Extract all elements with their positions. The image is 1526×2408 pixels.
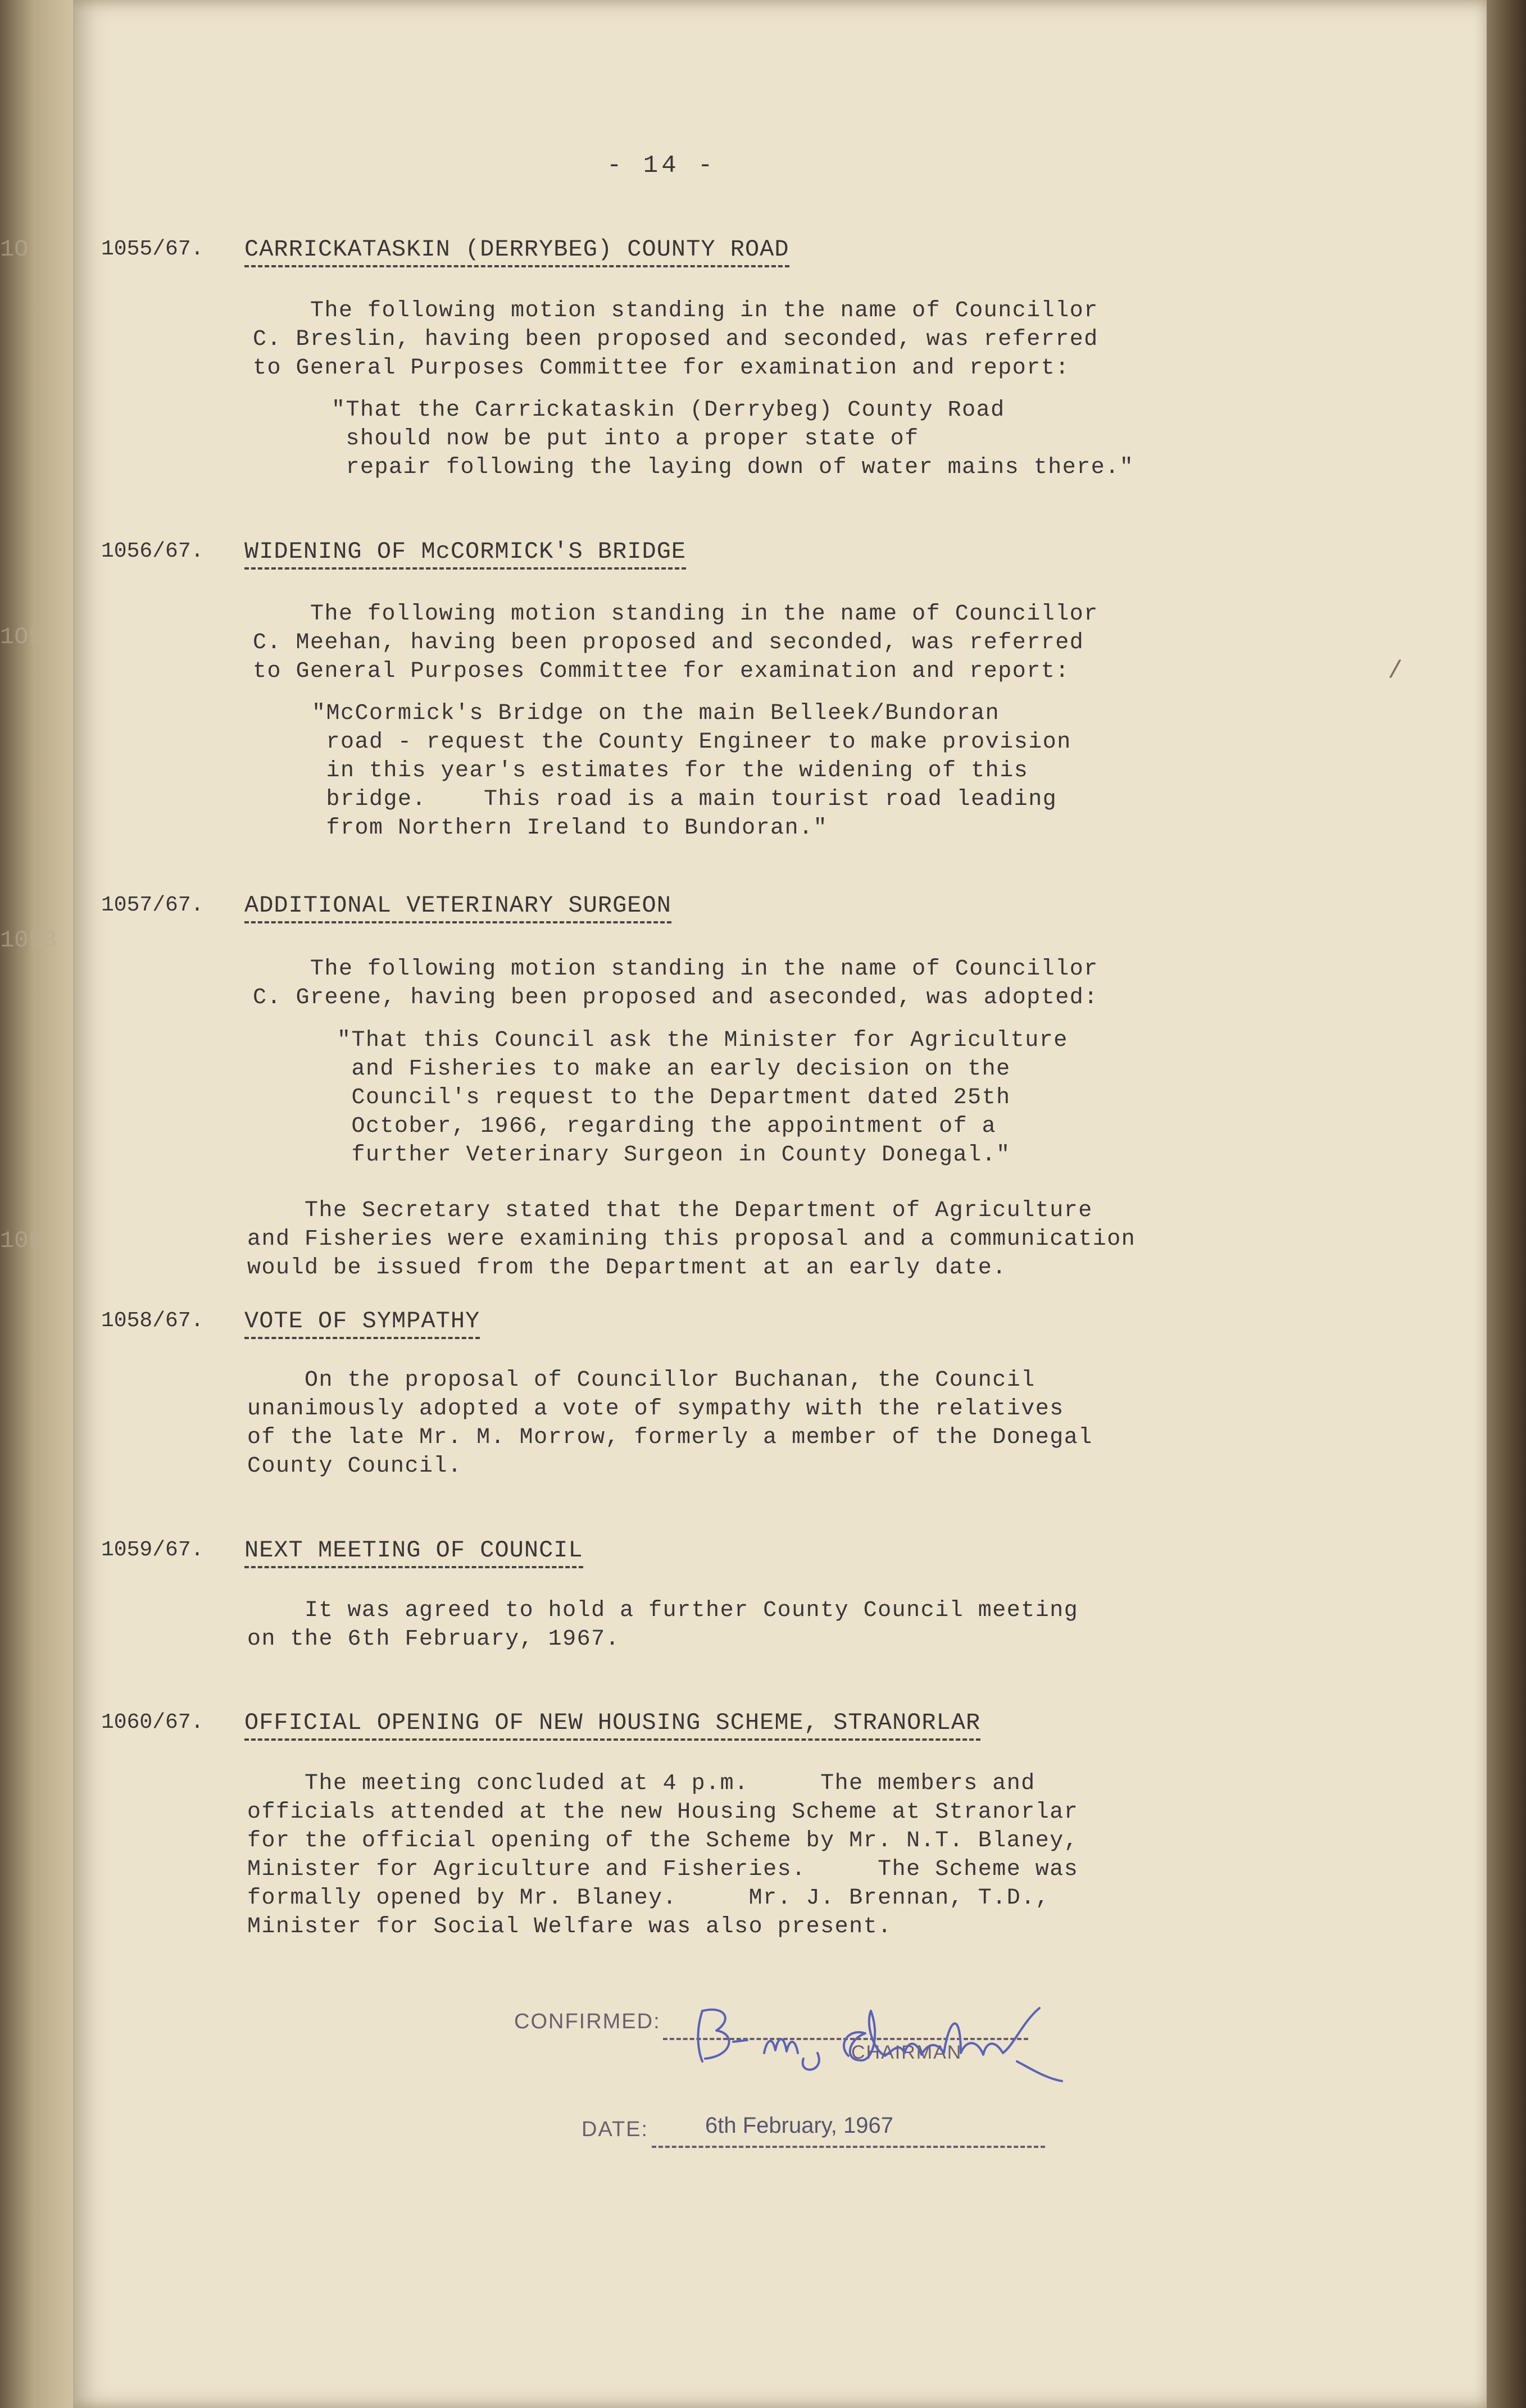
minute-title: VOTE OF SYMPATHY [244, 1308, 480, 1339]
minute-quote: "That this Council ask the Minister for Agriculture and Fisheries to make an early decision on the Council's request to the Department dated 25th October, 1966, regarding the appointment of a further Veterinary Surgeon in County Donegal." [337, 1028, 1068, 1168]
minute-paragraph: The following motion standing in the name of Councillor C. Breslin, having been proposed and seconded, was referred to General Purposes Committee for examination and report: [253, 298, 1098, 381]
minute-paragraph: The following motion standing in the name of Councillor C. Meehan, having been proposed and seconded, was referred to General Purposes Committee for examination and report: [253, 602, 1098, 684]
minute-quote: "McCormick's Bridge on the main Belleek/Bundoran road - request the County Engineer to make provision in this year's estimates for the widening of this bridge. This road is a main tourist road leading from Northern Ireland to Bundoran." [312, 701, 1071, 841]
ghost-margin-text: 1053 [0, 927, 57, 954]
ghost-margin-text: 1O [0, 236, 29, 263]
margin-mark: / [1388, 657, 1403, 685]
minute-paragraph-secondary: The Secretary stated that the Department of Agriculture and Fisheries were examining this proposal and a communication would be issued from the Department at an early date. [247, 1198, 1136, 1281]
minute-number: 1059/67. [101, 1538, 204, 1562]
minute-number: 1056/67. [101, 539, 204, 563]
ghost-margin-text: 1O5 [0, 623, 43, 650]
minute-number: 1055/67. [101, 237, 204, 261]
minute-paragraph: It was agreed to hold a further County Council meeting on the 6th February, 1967. [247, 1598, 1079, 1652]
ghost-margin-text: 105 [0, 1227, 43, 1254]
minute-number: 1060/67. [101, 1710, 204, 1735]
book-edge-right [1487, 0, 1526, 2408]
date-value: 6th February, 1967 [705, 2113, 894, 2138]
date-line [652, 2146, 1045, 2148]
minute-paragraph: On the proposal of Councillor Buchanan, the Council unanimously adopted a vote of sympathy with the relatives of the late Mr. M. Morrow, formerly a member of the Donegal County Council. [247, 1368, 1093, 1479]
minute-number: 1058/67. [101, 1309, 204, 1333]
minute-title: CARRICKATASKIN (DERRYBEG) COUNTY ROAD [244, 236, 789, 267]
handwritten-signature [680, 2000, 1073, 2087]
minute-title: NEXT MEETING OF COUNCIL [244, 1537, 583, 1568]
minute-title: ADDITIONAL VETERINARY SURGEON [244, 892, 671, 923]
minute-paragraph: The meeting concluded at 4 p.m. The members and officials attended at the new Housing Scheme at Stranorlar for the official opening of the Scheme by Mr. N.T. Blaney, Minister for Agriculture and Fisheries. The Scheme was formally opened by Mr. Blaney. Mr. J. Brennan, T.D., Minister for Social Welfare was also present. [247, 1771, 1079, 1940]
date-label: DATE: [582, 2118, 649, 2141]
page-number: - 14 - [607, 152, 716, 180]
chairman-label: CHAIRMAN [851, 2042, 962, 2063]
minute-title: OFFICIAL OPENING OF NEW HOUSING SCHEME, STRANORLAR [244, 1709, 980, 1741]
minute-paragraph: The following motion standing in the name of Councillor C. Greene, having been proposed and aseconded, was adopted: [253, 957, 1098, 1010]
minute-title: WIDENING OF McCORMICK'S BRIDGE [244, 538, 686, 570]
confirmed-label: CONFIRMED: [514, 2010, 661, 2033]
minute-quote: "That the Carrickataskin (Derrybeg) County Road should now be put into a proper state of repair following the laying down of water mains there." [331, 398, 1134, 480]
minute-number: 1057/67. [101, 893, 204, 917]
book-binding-left [0, 0, 84, 2408]
